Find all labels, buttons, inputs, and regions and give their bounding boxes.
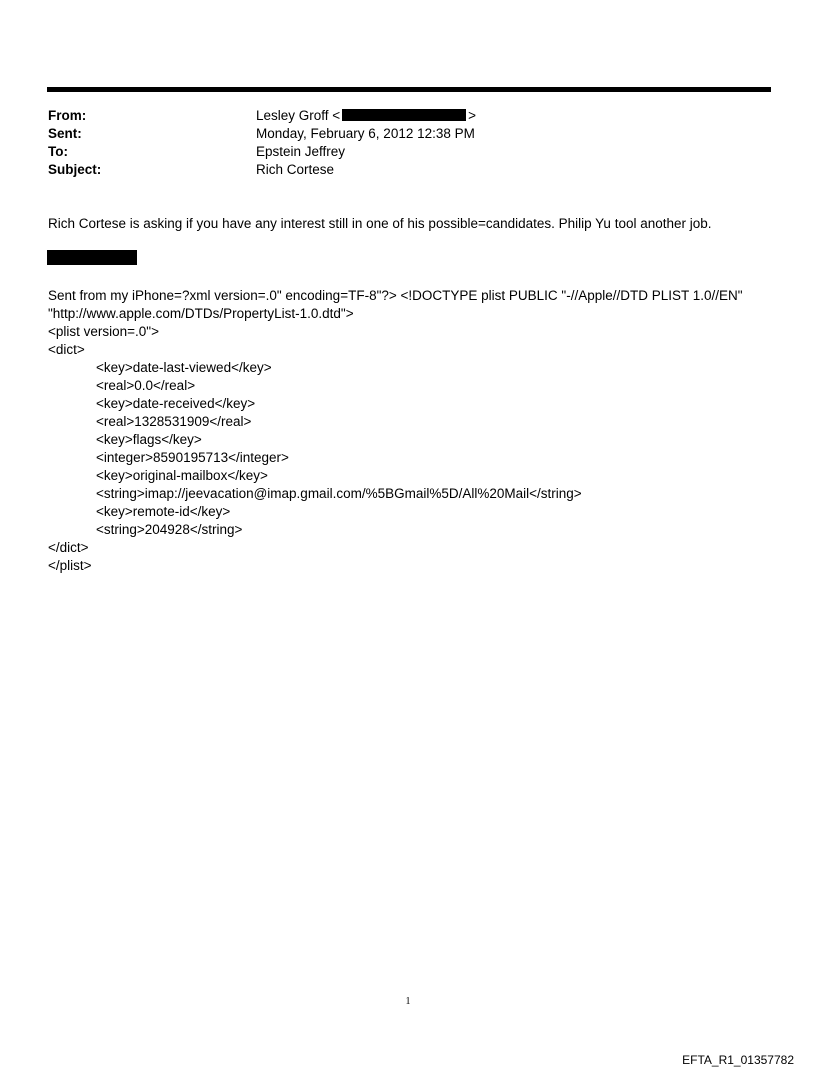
plist-line: <key>original-mailbox</key> <box>96 468 268 483</box>
message-body: Rich Cortese is asking if you have any interest still in one of his possible=candidates. Philip Yu tool another job. <box>48 216 712 231</box>
plist-block <box>48 287 743 575</box>
plist-line: <real>1328531909</real> <box>96 414 252 429</box>
plist-line: Sent from my iPhone=?xml version=.0" encoding=TF-8"?> <!DOCTYPE plist PUBLIC "-//Apple//DTD PLIST 1.0//EN" <box>48 288 743 303</box>
document-id: EFTA_R1_01357782 <box>682 1053 794 1067</box>
from-close: > <box>468 108 477 123</box>
sent-row <box>48 125 476 143</box>
plist-line: <key>date-received</key> <box>96 396 256 411</box>
plist-line: <plist version=.0"> <box>48 324 159 339</box>
plist-line: "http://www.apple.com/DTDs/PropertyList-1.0.dtd"> <box>48 306 354 321</box>
to-row <box>48 143 476 161</box>
to-label: To: <box>48 144 68 159</box>
sent-label: Sent: <box>48 126 82 141</box>
signature-redaction <box>47 250 137 265</box>
plist-line: <key>remote-id</key> <box>96 504 231 519</box>
plist-line: <string>imap://jeevacation@imap.gmail.com/%5BGmail%5D/All%20Mail</string> <box>96 486 582 501</box>
plist-line: <integer>8590195713</integer> <box>96 450 289 465</box>
email-redaction <box>342 109 466 121</box>
subject-row <box>48 161 476 179</box>
plist-line: <dict> <box>48 342 85 357</box>
from-name: Lesley Groff < <box>256 108 341 123</box>
plist-line: <real>0.0</real> <box>96 378 196 393</box>
plist-line: </dict> <box>48 540 89 555</box>
subject-value: Rich Cortese <box>256 162 335 177</box>
from-label: From: <box>48 108 87 123</box>
email-header <box>48 107 476 179</box>
plist-line: <string>204928</string> <box>96 522 243 537</box>
subject-label: Subject: <box>48 162 102 177</box>
plist-line: <key>date-last-viewed</key> <box>96 360 272 375</box>
plist-line: </plist> <box>48 558 92 573</box>
from-row <box>48 107 476 125</box>
plist-line: <key>flags</key> <box>96 432 202 447</box>
from-value <box>256 107 476 125</box>
page-number: 1 <box>405 996 411 1007</box>
header-rule <box>47 87 771 92</box>
sent-value: Monday, February 6, 2012 12:38 PM <box>256 126 475 141</box>
to-value: Epstein Jeffrey <box>256 144 346 159</box>
